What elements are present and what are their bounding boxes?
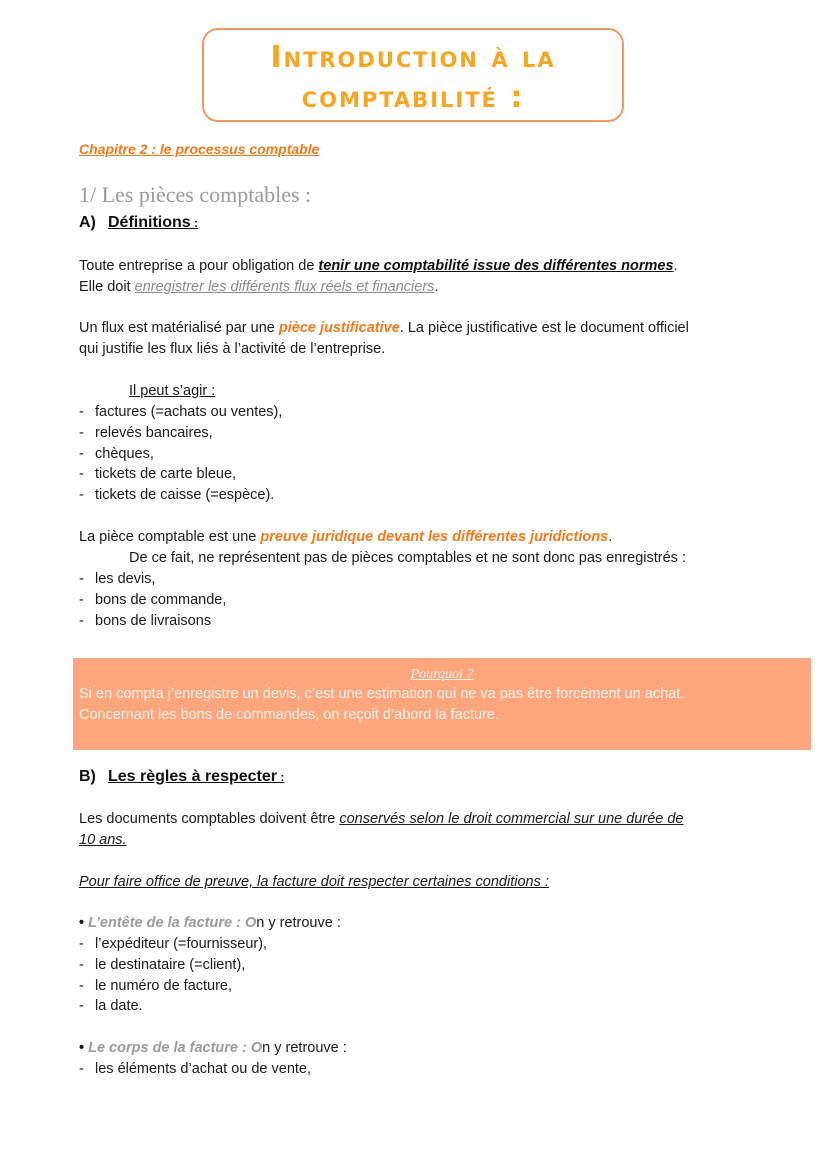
section-title: 1/ Les pièces comptables : xyxy=(79,182,312,207)
subheading-label: Définitions xyxy=(108,214,191,231)
text: n y retrouve : xyxy=(256,915,341,931)
subheading-label: Les règles à respecter xyxy=(108,768,277,785)
text: . xyxy=(608,529,613,545)
list-item-text: factures (=achats ou ventes), xyxy=(95,404,283,420)
dash-bullet-icon: - xyxy=(79,977,84,994)
dash-bullet-icon: - xyxy=(79,445,84,462)
paragraph-preuve xyxy=(79,527,686,569)
invoice-body-item xyxy=(79,1038,347,1059)
list-intro: Il peut s’agir : xyxy=(129,383,216,399)
dash-bullet-icon: - xyxy=(79,1061,84,1077)
subheading-rules xyxy=(79,768,284,786)
list-item xyxy=(79,955,267,976)
callout-line: Concernant les bons de commandes, on reçoit d’abord la facture. xyxy=(79,707,499,723)
list-item-text: bons de commande, xyxy=(95,591,227,608)
callout-box xyxy=(73,658,811,750)
paragraph-conditions: Pour faire office de preuve, la facture doit respecter certaines conditions : xyxy=(79,874,549,890)
list-item xyxy=(79,590,226,611)
item-label: L’entête de la facture : O xyxy=(88,915,257,931)
dash-bullet-icon: - xyxy=(79,936,84,952)
list-item-text: tickets de caisse (=espèce). xyxy=(95,487,275,504)
non-documents-list xyxy=(79,569,226,631)
text: . xyxy=(434,279,439,295)
subheading-letter: A) xyxy=(79,214,96,231)
emphasis-text: enregistrer les différents flux réels et financiers xyxy=(134,279,435,295)
item-label: Le corps de la facture : O xyxy=(88,1040,263,1056)
paragraph-conservation xyxy=(79,809,684,851)
list-item-text: chèques, xyxy=(95,445,154,462)
document-types-list xyxy=(79,402,282,506)
text: n y retrouve : xyxy=(262,1040,347,1056)
list-item-text: bons de livraisons xyxy=(95,612,212,629)
dash-bullet-icon: - xyxy=(79,571,84,587)
list-item xyxy=(79,485,282,506)
list-item xyxy=(79,976,267,997)
dash-bullet-icon: - xyxy=(79,466,84,483)
subheading-colon: : xyxy=(277,770,285,784)
paragraph-obligation xyxy=(79,256,678,298)
emphasis-text: 10 ans. xyxy=(79,832,127,848)
list-item-text: les éléments d’achat ou de vente, xyxy=(95,1061,312,1077)
subheading-letter: B) xyxy=(79,768,96,785)
title-line-1: Introduction à la xyxy=(270,40,556,75)
list-item xyxy=(79,996,267,1017)
list-item xyxy=(79,444,282,465)
text: De ce fait, ne représentent pas de pièces comptables et ne sont donc pas enregistrés : xyxy=(129,550,686,566)
list-item-text: la date. xyxy=(95,998,143,1015)
list-item-text: les devis, xyxy=(95,571,156,587)
dash-bullet-icon: - xyxy=(79,612,84,629)
subheading-definitions xyxy=(79,214,198,232)
dash-bullet-icon: - xyxy=(79,424,84,441)
text: La pièce comptable est une xyxy=(79,529,261,545)
bullet-icon: • xyxy=(79,915,85,931)
invoice-header-item xyxy=(79,913,341,934)
list-item-text: relevés bancaires, xyxy=(95,424,213,441)
callout-line: Si en compta j’enregistre un devis, c’est une estimation qui ne va pas être forcément un achat. xyxy=(79,686,685,702)
text: qui justifie les flux liés à l’activité de l’entreprise. xyxy=(79,341,386,357)
emphasis-text: conservés selon le droit commercial sur une durée de xyxy=(339,811,684,827)
dash-bullet-icon: - xyxy=(79,956,84,973)
text: Toute entreprise a pour obligation de xyxy=(79,258,319,274)
text: . xyxy=(673,258,678,274)
document-title-box xyxy=(202,28,624,122)
chapter-heading: Chapitre 2 : le processus comptable xyxy=(79,141,320,157)
header-elements-list xyxy=(79,934,267,1017)
list-item xyxy=(79,569,226,590)
paragraph-flux xyxy=(79,318,689,360)
text: Les documents comptables doivent être xyxy=(79,811,340,827)
emphasis-text: tenir une comptabilité issue des différentes normes xyxy=(318,258,674,274)
list-item xyxy=(79,402,282,423)
dash-bullet-icon: - xyxy=(79,404,84,420)
dash-bullet-icon: - xyxy=(79,487,84,504)
list-item xyxy=(79,934,267,955)
text: Elle doit xyxy=(79,279,135,295)
emphasis-text: pièce justificative xyxy=(278,320,400,336)
list-item-text: le destinataire (=client), xyxy=(95,956,246,973)
list-item xyxy=(79,464,282,485)
dash-bullet-icon: - xyxy=(79,998,84,1015)
bullet-icon: • xyxy=(79,1040,85,1056)
dash-bullet-icon: - xyxy=(79,591,84,608)
list-item-text: le numéro de facture, xyxy=(95,977,233,994)
list-item xyxy=(79,1059,311,1080)
callout-title: Pourquoi ? xyxy=(410,667,474,682)
list-item-text: l’expéditeur (=fournisseur), xyxy=(95,936,268,952)
list-item xyxy=(79,423,282,444)
text: Un flux est matérialisé par une xyxy=(79,320,279,336)
subheading-colon: : xyxy=(190,216,199,230)
body-elements-list xyxy=(79,1059,311,1080)
emphasis-text: preuve juridique devant les différentes juridictions xyxy=(260,529,609,545)
text: . La pièce justificative est le document officiel xyxy=(399,320,689,336)
title-line-2: comptabilité : xyxy=(301,80,525,115)
list-item-text: tickets de carte bleue, xyxy=(95,466,237,483)
list-item xyxy=(79,611,226,632)
